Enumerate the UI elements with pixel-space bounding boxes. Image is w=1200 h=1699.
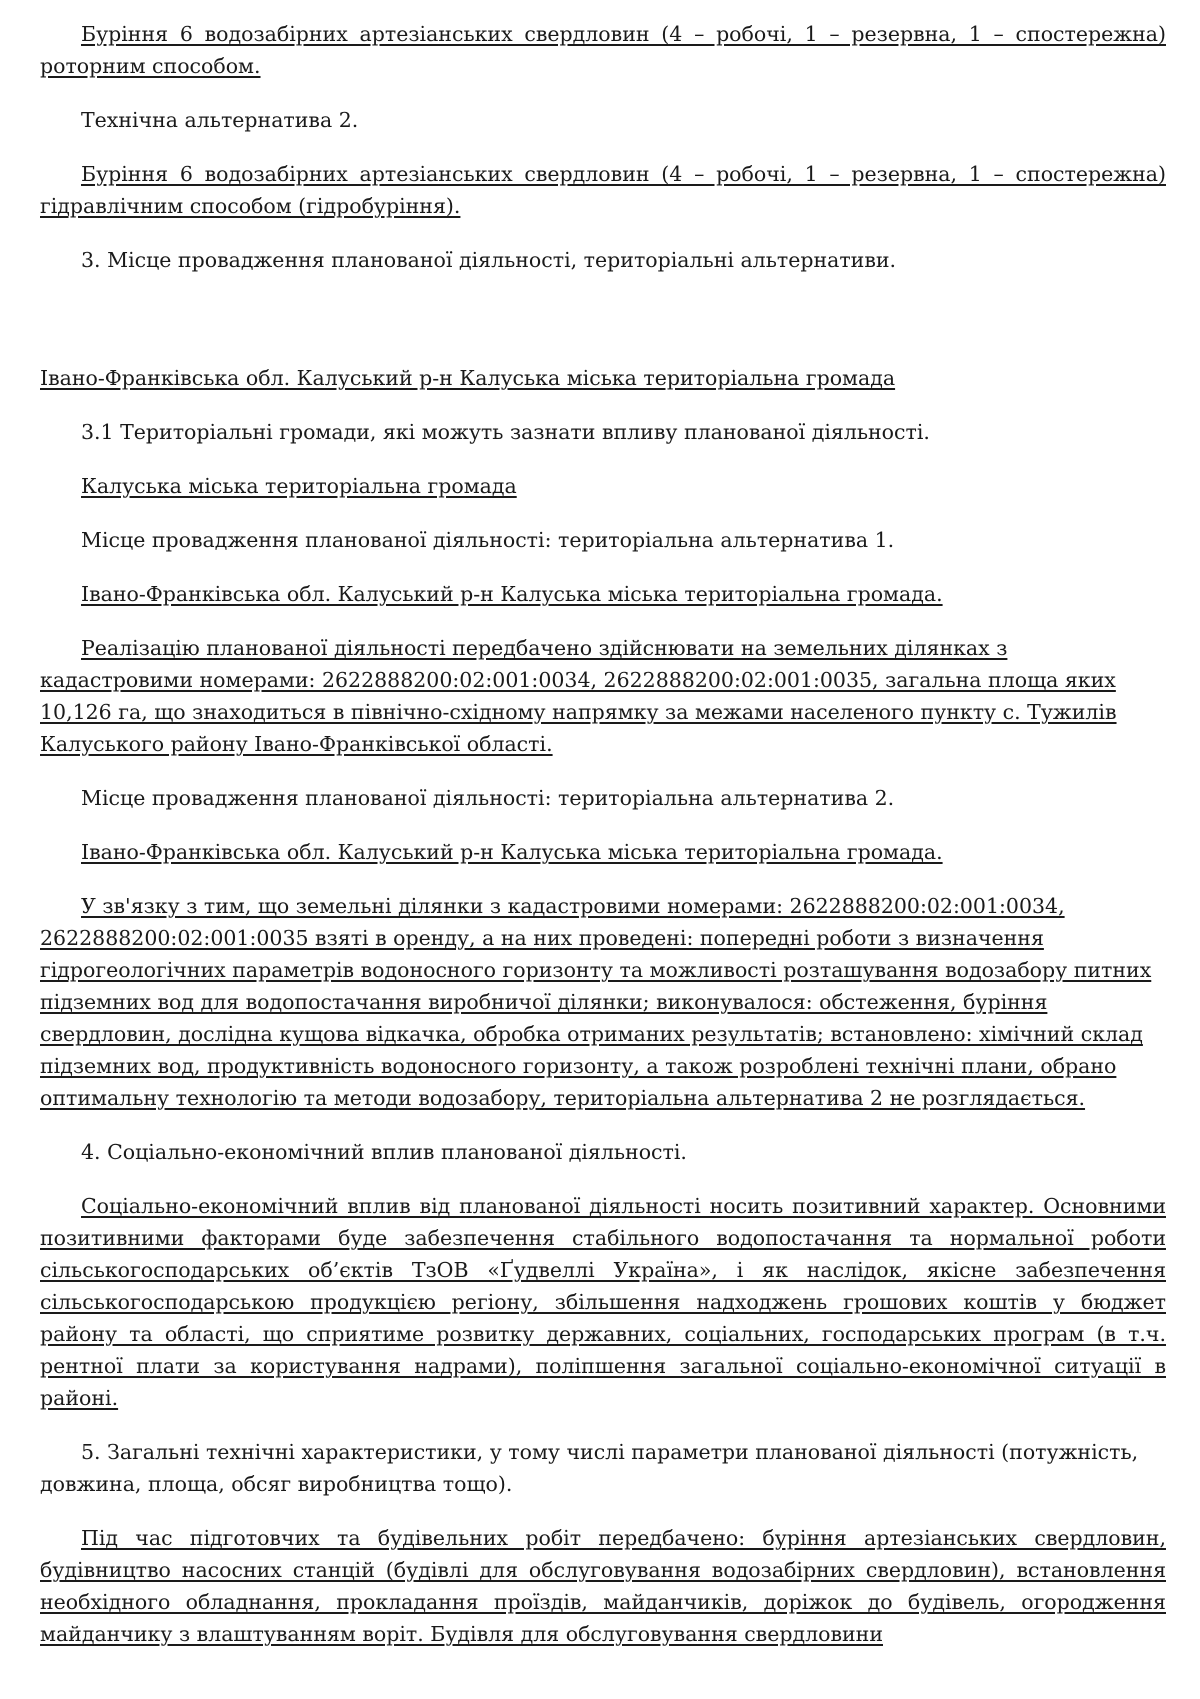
paragraph-alt2-text <box>40 158 1166 222</box>
underlined-text: Івано-Франківська обл. Калуський р-н Калуська міська територіальна громада <box>40 366 896 390</box>
section-4-heading: 4. Соціально-економічний вплив планованої діяльності. <box>81 1140 687 1164</box>
paragraph-technical <box>40 1522 1166 1650</box>
paragraph-alt1-details <box>40 632 1166 760</box>
underlined-text: Буріння 6 водозабірних артезіанських свердловин (4 – робочі, 1 – резервна, 1 – спостережна) роторним способом. <box>40 22 1166 78</box>
underlined-text: Івано-Франківська обл. Калуський р-н Калуська міська територіальна громада. <box>81 840 943 864</box>
paragraph-alt2-details <box>40 890 1166 1114</box>
paragraph-community <box>40 470 1166 502</box>
underlined-text: Івано-Франківська обл. Калуський р-н Калуська міська територіальна громада. <box>81 582 943 606</box>
underlined-text: Реалізацію планованої діяльності передбачено здійснювати на земельних ділянках з кадастровими номерами: 2622888200:02:001:0034, 2622888200:02:001:0035, загальна площа яких 10,126 га, що знаходиться в північно-східному напрямку за межами населеного пункту с. Тужилів Калуського району Івано-Франківської області. <box>40 636 1117 756</box>
section-3-heading: 3. Місце провадження планованої діяльності, територіальні альтернативи. <box>81 248 897 272</box>
paragraph-territorial-alt2-heading: Місце провадження планованої діяльності: територіальна альтернатива 2. <box>81 786 895 810</box>
paragraph-location <box>40 362 1166 394</box>
document-page <box>40 18 1166 1672</box>
paragraph-tech-alt2-heading: Технічна альтернатива 2. <box>81 108 359 132</box>
section-5-heading: 5. Загальні технічні характеристики, у тому числі параметри планованої діяльності (потужність, довжина, площа, обсяг виробництва тощо). <box>40 1440 1139 1496</box>
paragraph-territorial-alt1-heading: Місце провадження планованої діяльності: територіальна альтернатива 1. <box>81 528 895 552</box>
paragraph-alt1-location <box>40 578 1166 610</box>
underlined-text: Соціально-економічний вплив від планованої діяльності носить позитивний характер. Основними позитивними факторами буде забезпечення стабільного водопостачання та нормальної роботи сільськогосподарських об’єктів ТзОВ «Ґудвеллі Україна», і як наслідок, якісне забезпечення сільськогосподарською продукцією регіону, збільшення надходжень грошових коштів у бюджет району та області, що сприятиме розвитку державних, соціальних, господарських програм (в т.ч. рентної плати за користування надрами), поліпшення загальної соціально-економічної ситуації в районі. <box>40 1194 1166 1410</box>
underlined-text: Буріння 6 водозабірних артезіанських свердловин (4 – робочі, 1 – резервна, 1 – спостережна) гідравлічним способом (гідробуріння). <box>40 162 1166 218</box>
underlined-text: Під час підготовчих та будівельних робіт передбачено: буріння артезіанських свердловин, будівництво насосних станцій (будівлі для обслуговування водозабірних свердловин), встановлення необхідного обладнання, прокладання проїздів, майданчиків, доріжок до будівель, огородження майданчику з влаштуванням воріт. Будівля для обслуговування свердловини <box>40 1526 1166 1646</box>
underlined-text: Калуська міська територіальна громада <box>81 474 517 498</box>
paragraph-socio-economic <box>40 1190 1166 1414</box>
paragraph-alt2-location <box>40 836 1166 868</box>
blank-space <box>40 298 1166 362</box>
paragraph-alt1-text <box>40 18 1166 82</box>
underlined-text: У зв'язку з тим, що земельні ділянки з кадастровими номерами: 2622888200:02:001:0034, 2622888200:02:001:0035 взяті в оренду, а на них проведені: попередні роботи з визначення гідрогеологічних параметрів водоносного горизонту та можливості розташування водозабору питних підземних вод для водопостачання виробничої ділянки; виконувалося: обстеження, буріння свердловин, дослідна кущова відкачка, обробка отриманих результатів; встановлено: хімічний склад підземних вод, продуктивність водоносного горизонту, а також розроблені технічні плани, обрано оптимальну технологію та методи водозабору, територіальна альтернатива 2 не розглядається. <box>40 894 1152 1110</box>
section-3-1-heading: 3.1 Територіальні громади, які можуть зазнати впливу планованої діяльності. <box>81 420 930 444</box>
